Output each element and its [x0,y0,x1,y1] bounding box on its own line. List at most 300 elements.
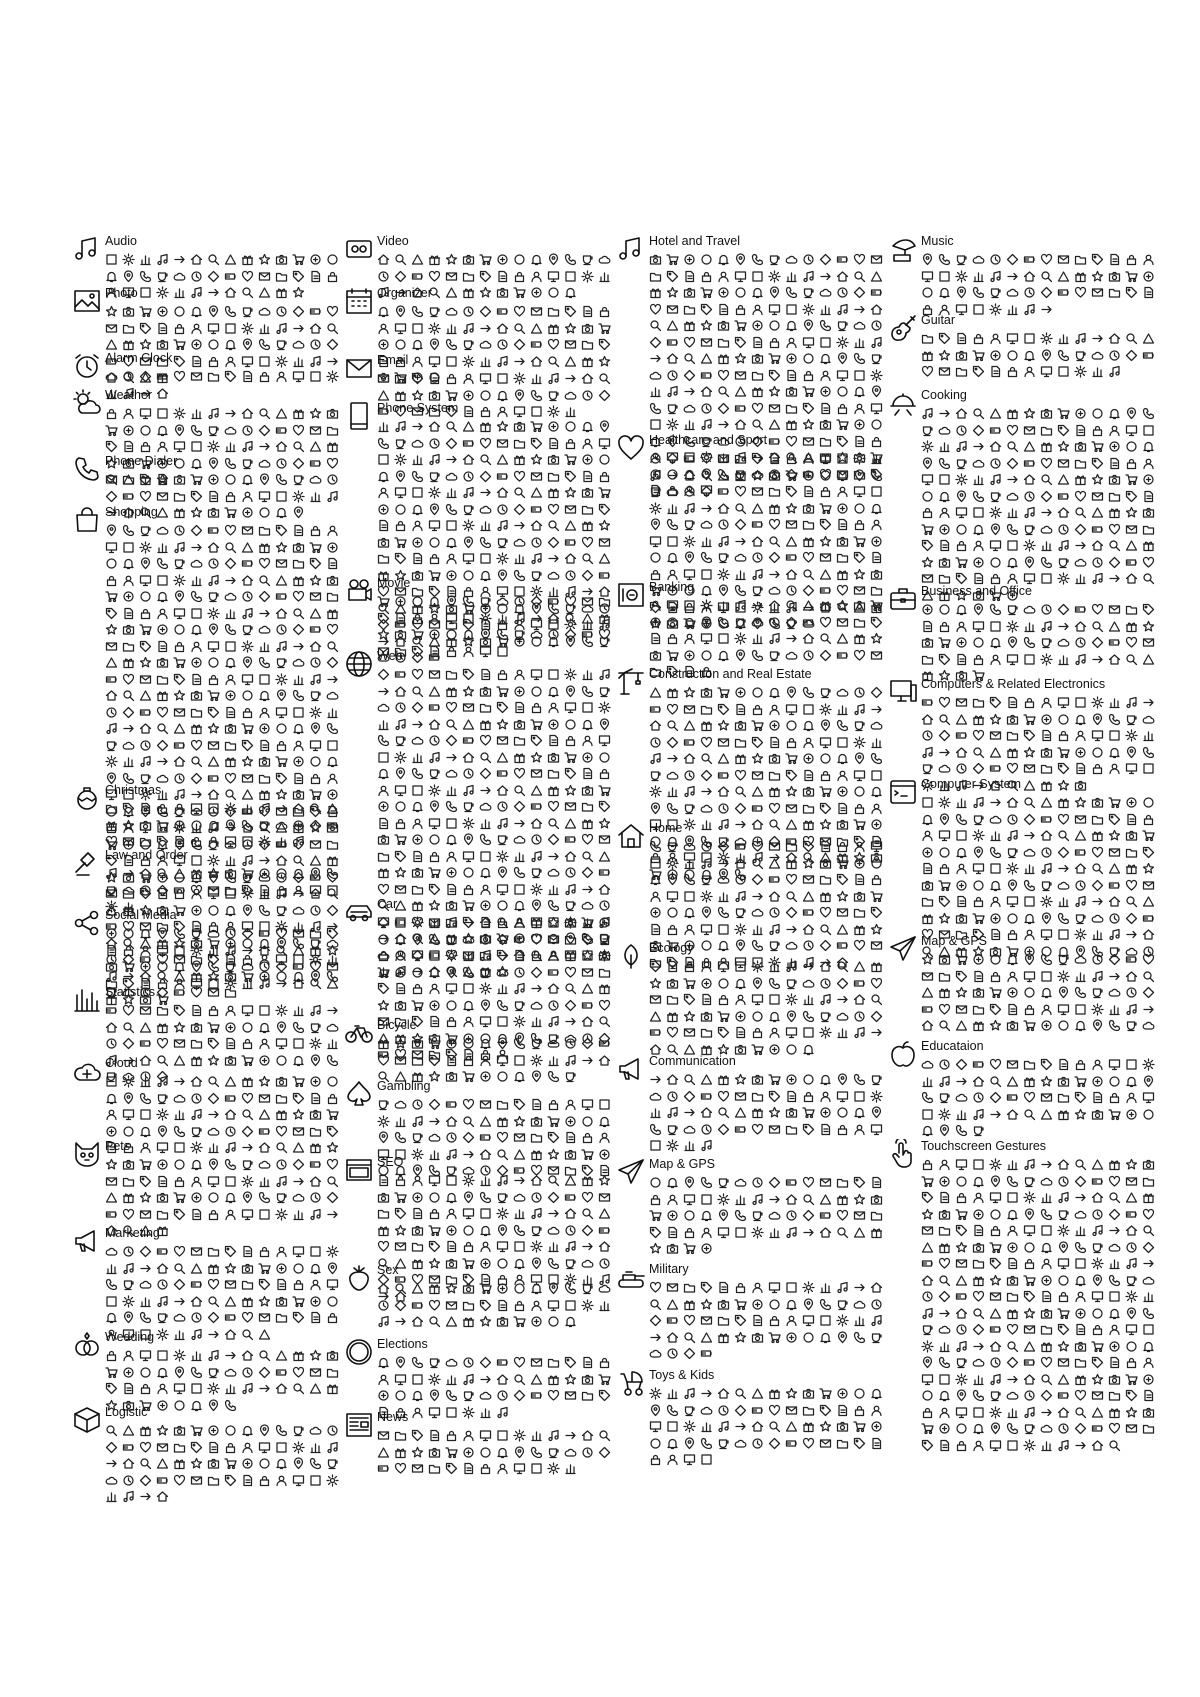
clock-icon [1091,953,1104,966]
clock-icon [870,319,883,332]
phone-icon [972,490,985,503]
plus-circle-icon [700,977,713,990]
camera-icon [802,502,815,515]
plus-circle-icon [870,535,883,548]
camera-icon [547,751,560,764]
cart-icon [309,788,322,801]
document-icon [802,769,815,782]
gear-icon [870,1090,883,1103]
home-icon [1006,796,1019,809]
bar-chart-icon [955,796,968,809]
heart-icon [1040,253,1053,266]
document-icon [139,802,152,815]
icon-grid [377,595,611,661]
square-icon [496,1429,509,1442]
gift-icon [105,819,118,832]
bell-icon [734,977,747,990]
triangle-icon [1142,332,1155,345]
document-icon [241,370,254,383]
bar-chart-icon [564,1462,577,1475]
arrow-icon [700,1387,713,1400]
arrow-icon [258,1382,271,1395]
tag-icon [207,706,220,719]
phone-icon [649,402,662,415]
clock-icon [513,595,526,608]
gift-icon [1074,270,1087,283]
arrow-icon [785,632,798,645]
gift-icon [717,1073,730,1086]
music-icon [649,752,662,765]
star-icon [1125,506,1138,519]
arrow-icon [326,355,339,368]
camera-icon [326,407,339,420]
search-icon [547,817,560,830]
phone-icon [496,999,509,1012]
pin-icon [275,689,288,702]
diamond-icon [751,873,764,886]
triangle-icon [241,788,254,801]
plus-circle-icon [156,623,169,636]
cart-icon [598,486,611,499]
plus-circle-icon [581,751,594,764]
heart-icon [139,490,152,503]
clock-icon [1091,556,1104,569]
ornament-icon [72,783,102,813]
diamond-icon [938,729,951,742]
cup-icon [207,1366,220,1379]
bar-chart-icon [1057,332,1070,345]
camera-icon [173,1424,186,1437]
pin-icon [207,457,220,470]
tag-icon [139,322,152,335]
home-icon [530,519,543,532]
bar-chart-icon [700,818,713,831]
document-icon [224,1037,237,1050]
triangle-icon [513,916,526,929]
gear-icon [496,552,509,565]
music-icon [241,1382,254,1395]
arrow-icon [224,1349,237,1362]
battery-icon [581,999,594,1012]
envelope-icon [1040,1091,1053,1104]
battery-icon [207,772,220,785]
gear-icon [462,355,475,368]
diamond-icon [105,1441,118,1454]
user-icon [666,1193,679,1206]
gear-icon [496,1207,509,1220]
circle-icon [1091,746,1104,759]
triangle-icon [1057,473,1070,486]
gavel-icon [72,848,102,878]
music-icon [105,722,118,735]
music-icon [258,977,271,990]
home-icon [1125,970,1138,983]
document-icon [649,632,662,645]
camera-icon [717,319,730,332]
category-title: Guitar [921,313,956,327]
search-icon [292,440,305,453]
monitor-icon [989,1191,1002,1204]
cart-icon [139,623,152,636]
battery-icon [122,490,135,503]
diamond-icon [802,1209,815,1222]
phone-icon [989,846,1002,859]
gift-icon [1108,1406,1121,1419]
cart-icon [394,833,407,846]
cart-icon [921,1422,934,1435]
camera-icon [411,1037,424,1050]
gift-icon [836,568,849,581]
gear-icon [411,1148,424,1161]
camera-icon [955,349,968,362]
camera-icon [207,1457,220,1470]
document-icon [275,1278,288,1291]
user-icon [445,1207,458,1220]
triangle-icon [1057,270,1070,283]
monitor-icon [836,369,849,382]
circle-icon [785,719,798,732]
gift-icon [547,322,560,335]
battery-icon [717,485,730,498]
star-icon [275,541,288,554]
monitor-icon [598,437,611,450]
bar-chart-icon [1074,572,1087,585]
music-icon [1108,365,1121,378]
cup-icon [1091,1241,1104,1254]
search-icon [564,982,577,995]
plus-circle-icon [989,349,1002,362]
home-icon [224,286,237,299]
diamond-icon [564,999,577,1012]
triangle-icon [513,1148,526,1161]
folder-icon [666,993,679,1006]
bell-icon [258,689,271,702]
monitor-icon [496,1240,509,1253]
heart-icon [938,1257,951,1270]
circle-icon [581,1115,594,1128]
gift-icon [462,286,475,299]
gear-icon [207,854,220,867]
document-icon [173,835,186,848]
bar-chart-icon [666,502,679,515]
pin-icon [513,389,526,402]
gear-icon [853,736,866,749]
plus-circle-icon [853,418,866,431]
plus-circle-icon [547,718,560,731]
pin-icon [751,977,764,990]
lock-icon [275,739,288,752]
clock-icon [649,736,662,749]
pin-icon [972,846,985,859]
cup-icon [156,1092,169,1105]
bar-chart-icon [853,336,866,349]
music-icon [870,336,883,349]
square-icon [139,1108,152,1121]
gift-icon [649,286,662,299]
user-icon [479,1240,492,1253]
bar-chart-icon [1108,696,1121,709]
pin-icon [122,1092,135,1105]
diamond-icon [1057,846,1070,859]
home-icon [241,1349,254,1362]
diamond-icon [309,819,322,832]
cloud-icon [972,253,985,266]
folder-icon [292,557,305,570]
lock-icon [258,370,271,383]
gift-icon [122,656,135,669]
clock-icon [224,1125,237,1138]
arrow-icon [1091,653,1104,666]
plus-circle-icon [411,833,424,846]
tag-icon [190,490,203,503]
document-icon [462,1462,475,1475]
arrow-icon [275,802,288,815]
lock-icon [938,620,951,633]
star-icon [649,1242,662,1255]
circle-icon [870,418,883,431]
monitor-icon [462,850,475,863]
diamond-icon [1057,603,1070,616]
star-icon [700,1298,713,1311]
battery-icon [258,927,271,940]
cloud-icon [785,649,798,662]
gear-icon [1091,696,1104,709]
search-icon [768,535,781,548]
heart-icon [921,365,934,378]
arrow-icon [666,752,679,765]
document-icon [938,1191,951,1204]
lock-icon [445,1429,458,1442]
battery-icon [462,437,475,450]
camera-icon [173,473,186,486]
triangle-icon [1040,796,1053,809]
search-icon [649,1298,662,1311]
diamond-icon [819,939,832,952]
bar-chart-icon [1108,1257,1121,1270]
square-icon [564,1299,577,1312]
cart-icon [819,785,832,798]
arrow-icon [224,407,237,420]
heart-icon [802,1176,815,1189]
user-icon [479,883,492,896]
document-icon [734,703,747,716]
circle-icon [1057,1019,1070,1032]
lock-icon [1125,253,1138,266]
triangle-icon [1091,506,1104,519]
tag-icon [241,739,254,752]
gear-icon [479,612,492,625]
category-title: SEO [377,1155,404,1169]
gear-icon [428,486,441,499]
triangle-icon [921,1241,934,1254]
cart-icon [190,1424,203,1437]
diamond-icon [139,1474,152,1487]
pin-icon [649,1404,662,1417]
envelope-icon [717,452,730,465]
camera-icon [598,949,611,962]
heart-icon [105,835,118,848]
gift-icon [972,1019,985,1032]
battery-icon [1108,879,1121,892]
folder-icon [411,883,424,896]
cup-icon [122,1278,135,1291]
arrow-icon [479,486,492,499]
gear-icon [496,850,509,863]
pin-icon [921,1356,934,1369]
bar-chart-icon [445,784,458,797]
star-icon [377,628,390,641]
envelope-icon [105,640,118,653]
music-note-icon [616,234,646,264]
phone-icon [530,389,543,402]
home-icon [224,1108,237,1121]
monitor-icon [326,1278,339,1291]
square-icon [173,944,186,957]
plus-circle-icon [326,788,339,801]
category-title: Gambling [377,1079,431,1093]
gear-icon [275,673,288,686]
bell-icon [1125,1075,1138,1088]
phone-icon [224,305,237,318]
user-icon [819,1090,832,1103]
phone-icon [445,503,458,516]
heart-icon [1125,636,1138,649]
square-icon [513,883,526,896]
monitor-icon [462,1207,475,1220]
pin-icon [394,305,407,318]
user-icon [938,506,951,519]
diamond-icon [955,1058,968,1071]
search-icon [734,502,747,515]
bar-chart-icon [513,1207,526,1220]
lock-icon [1125,457,1138,470]
gift-icon [785,418,798,431]
user-icon [683,923,696,936]
arrow-icon [479,784,492,797]
camera-icon [1142,1406,1155,1419]
document-icon [496,270,509,283]
search-icon [1108,1439,1121,1452]
user-icon [173,977,186,990]
battery-icon [122,1441,135,1454]
lock-icon [1006,365,1019,378]
cloud-icon [224,424,237,437]
user-icon [649,890,662,903]
circle-icon [275,722,288,735]
user-icon [785,1314,798,1327]
gear-icon [989,1406,1002,1419]
search-icon [853,270,866,283]
heart-icon [173,370,186,383]
cup-icon [513,999,526,1012]
gift-icon [241,1075,254,1088]
search-icon [972,1307,985,1320]
icon-grid [921,1158,1155,1455]
category-title: Email [377,353,409,367]
camera-icon [921,636,934,649]
home-icon [989,1340,1002,1353]
cup-icon [1057,953,1070,966]
triangle-icon [564,817,577,830]
plus-circle-icon [1125,1108,1138,1121]
battery-icon [309,305,322,318]
arrow-icon [972,440,985,453]
folder-icon [1142,1422,1155,1435]
pin-icon [309,722,322,735]
gear-icon [1040,653,1053,666]
document-icon [394,982,407,995]
category-title: Sex [377,1263,399,1277]
folder-icon [581,800,594,813]
phone-icon [275,1424,288,1437]
document-icon [530,1098,543,1111]
battery-icon [683,736,696,749]
diamond-icon [717,840,730,853]
battery-icon [173,739,186,752]
clock-icon [785,584,798,597]
envelope-icon [479,1098,492,1111]
cart-icon [853,1420,866,1433]
battery-icon [734,1123,747,1136]
category-title: Christmas [105,783,162,797]
category-title: Alarm Clock [105,351,173,365]
bar-chart-icon [292,355,305,368]
pin-icon [802,319,815,332]
phone-icon [190,590,203,603]
cart-icon [139,1158,152,1171]
home-icon [1125,572,1138,585]
diamond-icon [1108,1208,1121,1221]
cloud-icon [836,686,849,699]
home-icon [241,574,254,587]
gear-icon [122,1075,135,1088]
envelope-icon [819,1437,832,1450]
user-icon [105,1108,118,1121]
bar-chart-icon [1057,895,1070,908]
gift-icon [326,440,339,453]
cup-icon [768,939,781,952]
monitor-icon [428,1406,441,1419]
pin-icon [1006,636,1019,649]
battery-icon [836,939,849,952]
camera-icon [870,568,883,581]
triangle-icon [1142,895,1155,908]
bar-chart-icon [1040,1439,1053,1452]
cup-icon [819,686,832,699]
square-icon [955,829,968,842]
document-icon [853,435,866,448]
music-icon [1091,970,1104,983]
bar-chart-icon [411,751,424,764]
bell-icon [377,305,390,318]
gear-icon [1023,1191,1036,1204]
clock-icon [853,686,866,699]
document-icon [581,1356,594,1369]
cup-icon [819,1010,832,1023]
triangle-icon [173,867,186,880]
star-icon [1142,620,1155,633]
arrow-icon [1057,862,1070,875]
user-icon [139,944,152,957]
envelope-icon [1057,253,1070,266]
search-icon [1023,796,1036,809]
cloud-icon [326,689,339,702]
cup-icon [513,628,526,641]
circle-icon [547,1315,560,1328]
user-icon [207,835,220,848]
plus-circle-icon [955,879,968,892]
tag-icon [1040,1058,1053,1071]
